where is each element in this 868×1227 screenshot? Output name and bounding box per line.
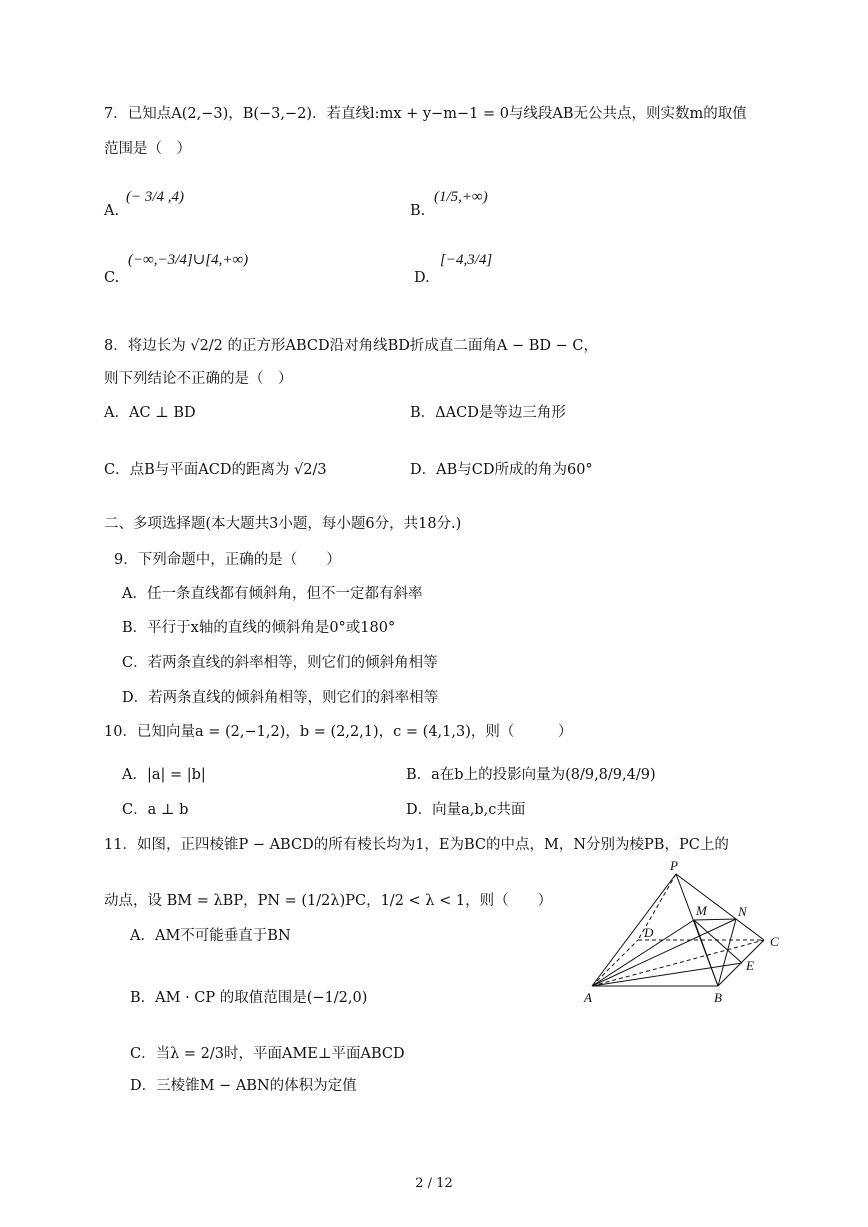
- q8-stem-line1: 8．将边长为 √2/2 的正方形ABCD沿对角线BD折成直二面角A − BD − C，: [104, 338, 598, 354]
- q11-option-d: D．三棱锥M − ABN的体积为定值: [130, 1078, 357, 1094]
- q8-option-c: C．点B与平面ACD的距离为 √2/3: [104, 462, 327, 478]
- q7-stem-line2: 范围是（ ）: [104, 141, 191, 157]
- option-value: (1/5,+∞): [434, 189, 488, 205]
- label-D: D: [644, 925, 654, 940]
- q10-option-d: D．向量a,b,c共面: [406, 802, 526, 818]
- option-label: D.: [414, 270, 430, 286]
- q11-option-c: C．当λ = 2/3时，平面AME⊥平面ABCD: [130, 1046, 405, 1062]
- label-M: M: [696, 903, 707, 918]
- q10-option-a: A．|a| = |b|: [122, 767, 206, 783]
- edge-AC: [592, 940, 764, 986]
- label-B: B: [714, 990, 722, 1005]
- page-number: 2 / 12: [415, 1176, 453, 1191]
- q8-option-b: B．ΔACD是等边三角形: [410, 405, 566, 421]
- section-heading: 二、多项选择题(本大题共3小题，每小题6分，共18分.): [104, 516, 462, 532]
- q10-option-b: B．a在b上的投影向量为(8/9,8/9,4/9): [406, 767, 656, 783]
- option-label: A.: [104, 203, 120, 219]
- edge-BN: [718, 919, 736, 986]
- option-value: (−∞,−3/4]∪[4,+∞): [128, 252, 249, 268]
- q7-stem-line1: 7．已知点A(2,−3)，B(−3,−2)．若直线l:mx + y−m−1 = 0与线段AB无公共点，则实数m的取值: [104, 106, 747, 122]
- edge-PC: [676, 874, 764, 940]
- option-value: (− 3/4 ,4): [126, 189, 185, 205]
- q9-option-c: C．若两条直线的斜率相等，则它们的倾斜角相等: [122, 655, 438, 671]
- option-label: B.: [410, 203, 426, 219]
- q11-stem-line2: 动点，设 BM = λBP，PN = (1/2λ)PC，1/2 < λ < 1，则（ ）: [104, 893, 553, 909]
- label-N: N: [738, 904, 747, 919]
- edge-AD: [592, 940, 638, 986]
- label-P: P: [670, 858, 678, 873]
- option-label: C.: [104, 270, 120, 286]
- label-A: A: [584, 990, 592, 1005]
- q10-option-c: C．a ⊥ b: [122, 802, 189, 818]
- q9-option-b: B．平行于x轴的直线的倾斜角是0°或180°: [122, 620, 396, 636]
- label-C: C: [770, 934, 779, 949]
- q10-stem: 10．已知向量a = (2,−1,2)，b = (2,2,1)，c = (4,1,3)，则（ ）: [104, 724, 573, 740]
- q9-stem: 9．下列命题中，正确的是（ ）: [114, 552, 341, 568]
- label-E: E: [746, 958, 754, 973]
- q11-option-a: A．AM不可能垂直于BN: [130, 928, 291, 944]
- q11-stem-line1: 11．如图，正四棱锥P − ABCD的所有棱长均为1，E为BC的中点，M，N分别为棱PB，PC上的: [104, 837, 729, 853]
- q9-option-d: D．若两条直线的倾斜角相等，则它们的斜率相等: [122, 690, 439, 706]
- edge-PA: [592, 874, 676, 986]
- q8-option-a: A．AC ⊥ BD: [104, 405, 196, 421]
- edge-MN: [694, 919, 736, 920]
- q8-stem-line2: 则下列结论不正确的是（ ）: [104, 371, 293, 387]
- q8-option-d: D．AB与CD所成的角为60°: [410, 462, 593, 478]
- q9-option-a: A．任一条直线都有倾斜角，但不一定都有斜率: [122, 586, 423, 602]
- option-value: [−4,3/4]: [440, 252, 493, 268]
- edge-AM: [592, 920, 694, 986]
- pyramid-figure: [582, 858, 792, 1008]
- q11-option-b: B．AM · CP 的取值范围是(−1/2,0): [130, 990, 368, 1006]
